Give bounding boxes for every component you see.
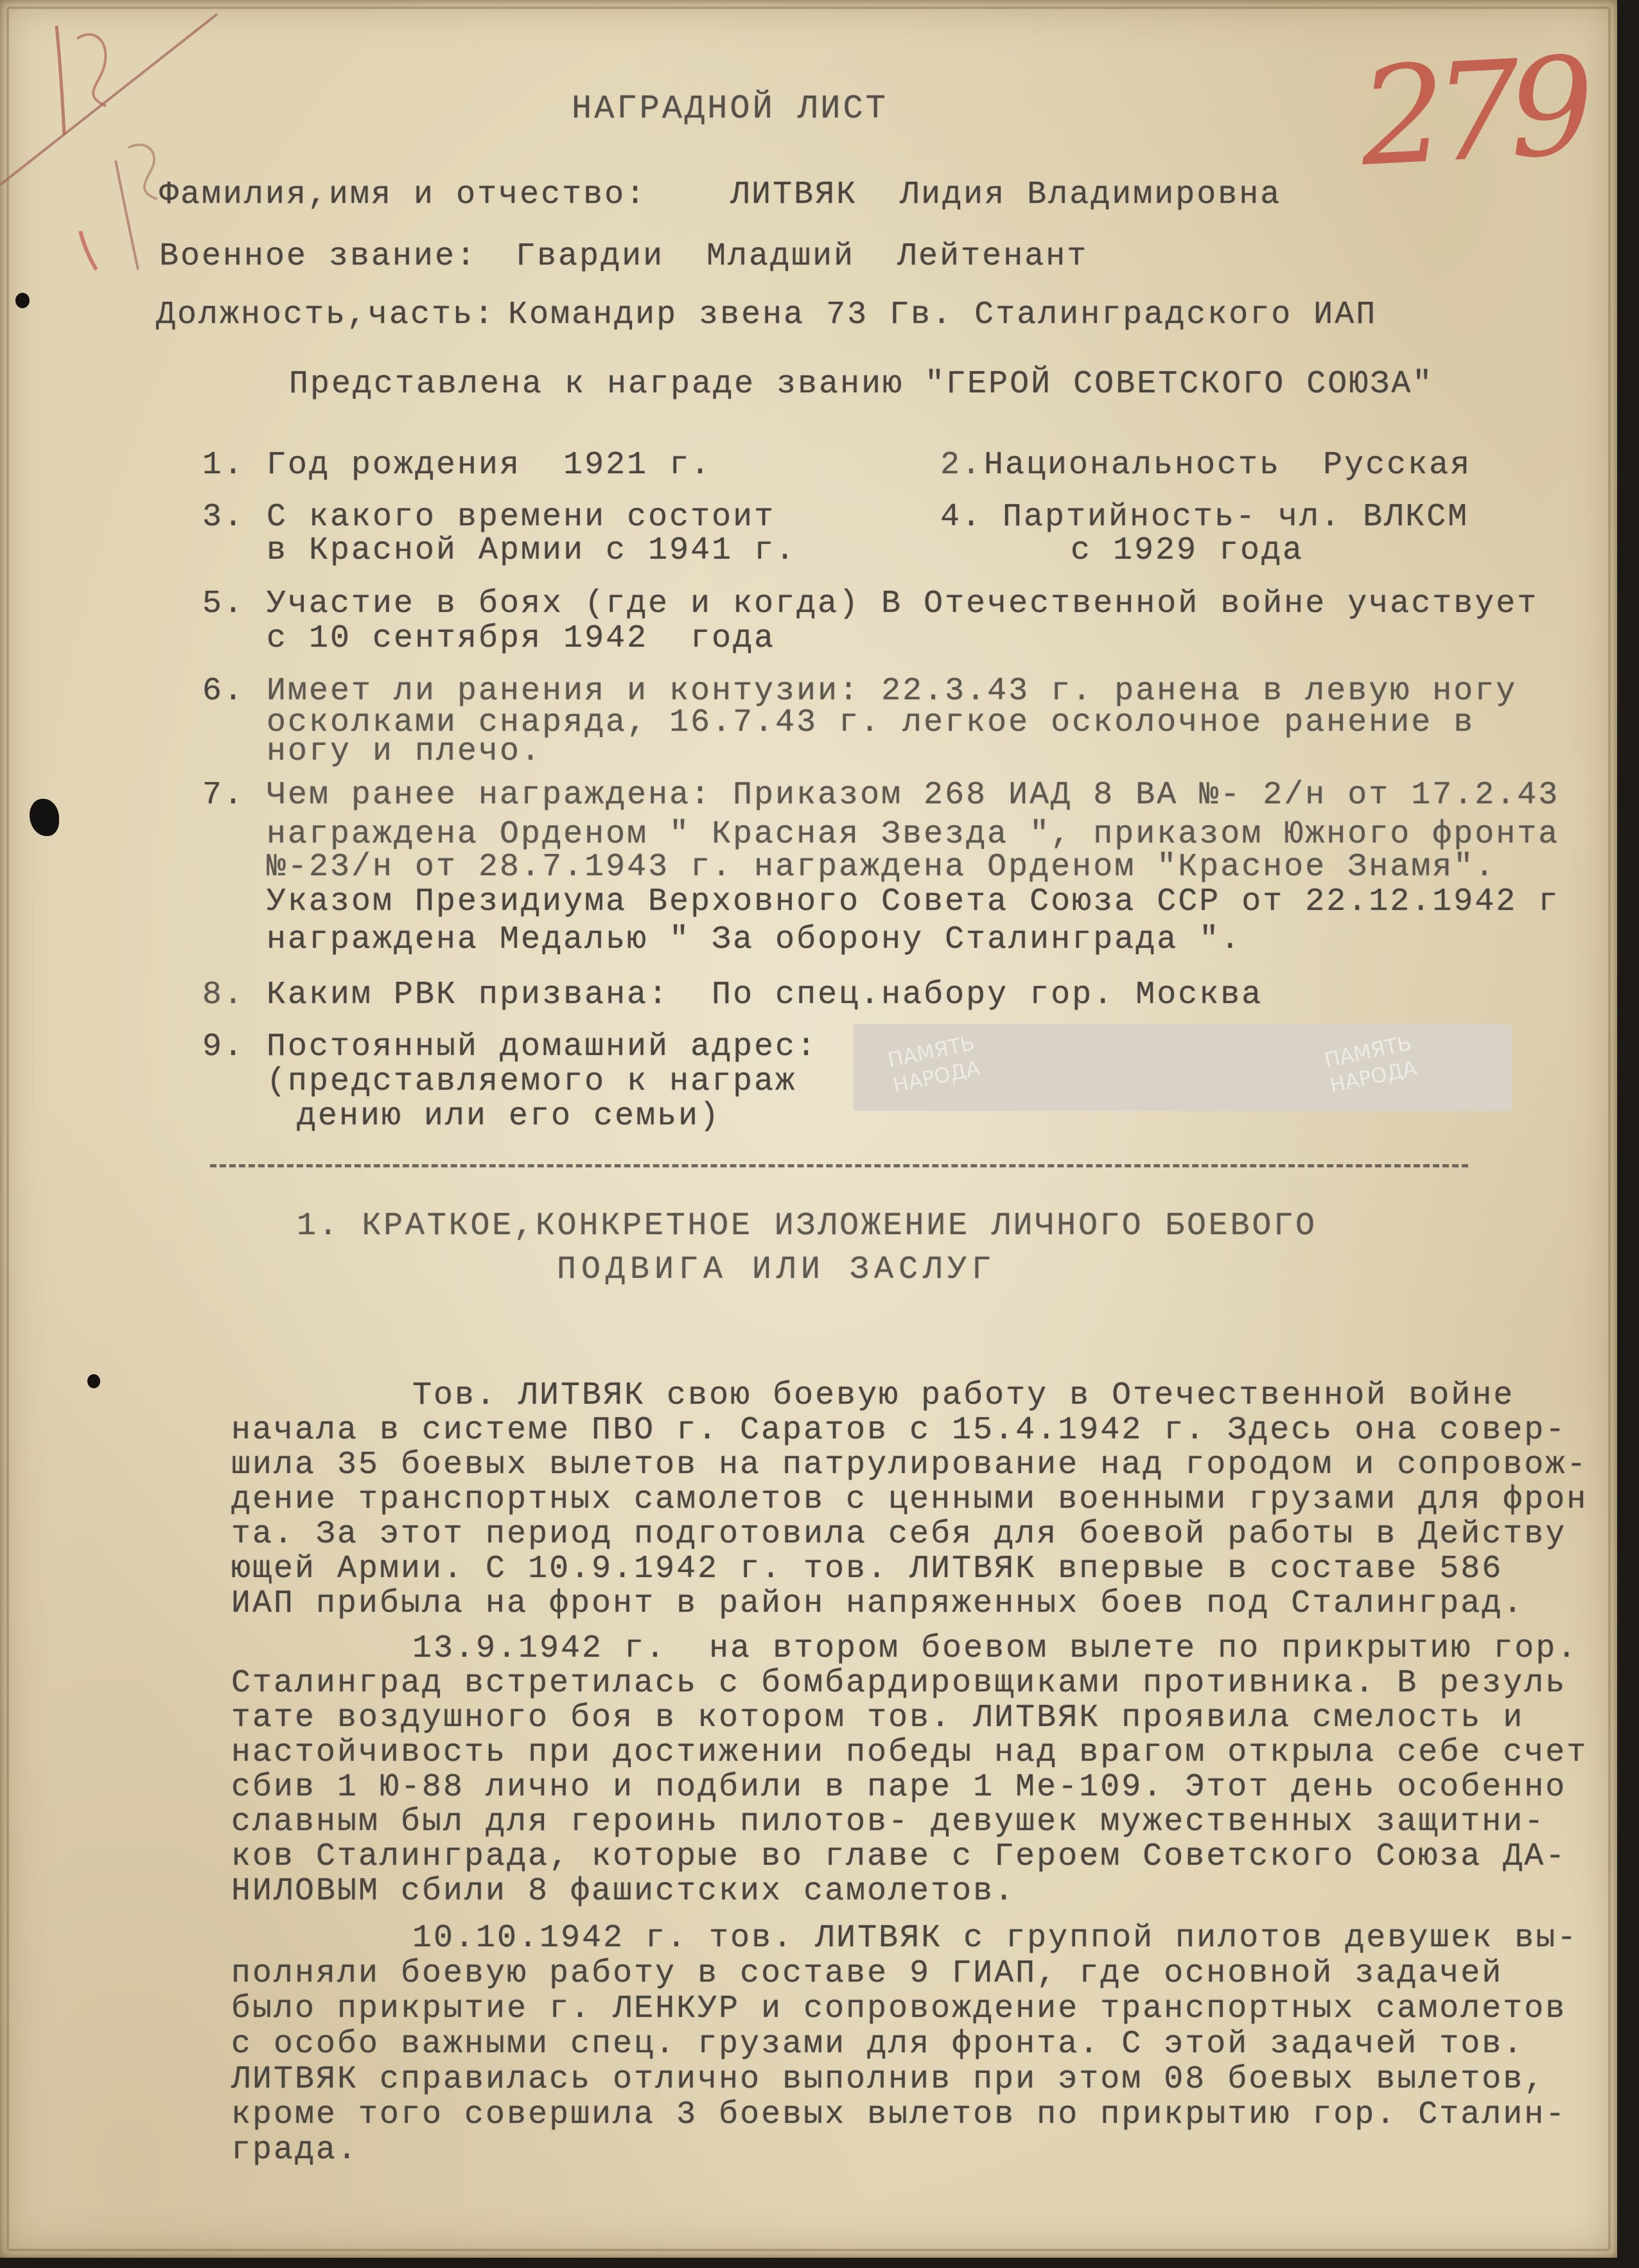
paragraph-line: полняли боевую работу в составе 9 ГИАП, где основной задачей: [231, 1955, 1503, 1992]
document-title: НАГРАДНОЙ ЛИСТ: [572, 90, 888, 128]
paragraph-line: дение транспортных самолетов с ценными военными грузами для фрон: [231, 1481, 1588, 1518]
item-number: 9.: [202, 1029, 245, 1065]
item-line: Чем ранее награждена: Приказом 268 ИАД 8 ВА №- 2/н от 17.2.43: [267, 777, 1560, 814]
section-heading-line: ПОДВИГА ИЛИ ЗАСЛУГ: [557, 1252, 997, 1288]
item-line: награждена Орденом " Красная Звезда ", приказом Южного фронта: [267, 816, 1560, 853]
full-name-row: [159, 178, 1281, 213]
paragraph-line: ИАП прибыла на фронт в район напряженных боев под Сталинград.: [231, 1585, 1525, 1622]
item-line: Партийность- чл. ВЛКСМ: [1003, 499, 1469, 536]
section-heading-line: 1. КРАТКОЕ,КОНКРЕТНОЕ ИЗЛОЖЕНИЕ ЛИЧНОГО БОЕВОГО: [297, 1208, 1317, 1244]
paragraph-line: тате воздушного боя в котором тов. ЛИТВЯК проявила смелость и: [231, 1700, 1525, 1736]
paragraph-line: ЛИТВЯК справилась отлично выполнив при этом 08 боевых вылетов,: [231, 2061, 1546, 2098]
paragraph-line: ков Сталинграда, которые во главе с Героем Советского Союза ДА-: [231, 1838, 1567, 1875]
paragraph-line: ющей Армии. С 10.9.1942 г. тов. ЛИТВЯК впервые в составе 586: [231, 1551, 1503, 1587]
item-number: 4.: [940, 499, 983, 536]
item-line: ногу и плечо.: [267, 733, 543, 770]
item-line: с 1929 года: [1071, 532, 1304, 569]
position-label: Должность,часть:: [156, 297, 496, 333]
paragraph-line: 10.10.1942 г. тов. ЛИТВЯК с группой пилотов девушек вы-: [412, 1920, 1579, 1957]
full-name-label: Фамилия,имя и отчество:: [159, 177, 647, 213]
punch-mark-top: [15, 293, 30, 308]
rank-value: Гвардии Младший Лейтенант: [516, 238, 1089, 275]
narrative-paragraph: [231, 1632, 1588, 1909]
paragraph-line: та. За этот период подготовила себя для боевой работы в Действу: [231, 1516, 1567, 1553]
item-line: №-23/н от 28.7.1943 г. награждена Орденом "Красное Знамя".: [267, 849, 1496, 885]
paragraph-line: сбив 1 Ю-88 лично и подбили в паре 1 Ме-109. Этот день особенно: [231, 1769, 1567, 1806]
item-line: Постоянный домашний адрес:: [267, 1029, 818, 1065]
paragraph-line: славным был для героинь пилотов- девушек мужественных защитни-: [231, 1804, 1546, 1840]
paragraph-line: начала в системе ПВО г. Саратов с 15.4.1942 г. Здесь она совер-: [231, 1412, 1567, 1449]
paragraph-line: шила 35 боевых вылетов на патрулирование над городом и сопровож-: [231, 1447, 1588, 1483]
paragraph-line: 13.9.1942 г. на втором боевом вылете по прикрытию гор.: [412, 1630, 1579, 1667]
item-line: Национальность Русская: [984, 447, 1472, 484]
item-line: (представляемого к награж: [267, 1063, 797, 1100]
paragraph-line: с особо важными спец. грузами для фронта. С этой задачей тов.: [231, 2026, 1525, 2063]
punch-mark-bottom: [87, 1374, 100, 1388]
paragraph-line: кроме того совершила 3 боевых вылетов по прикрытию гор. Сталин-: [231, 2097, 1567, 2133]
paragraph-line: настойчивость при достижении победы над врагом открыла себе счет: [231, 1734, 1588, 1771]
item-line: С какого времени состоит: [267, 499, 776, 536]
item-line: осколками снаряда, 16.7.43 г. легкое осколочное ранение в: [267, 704, 1475, 741]
rank-row: [159, 240, 1088, 274]
position-row: [156, 298, 1377, 333]
full-name-value: ЛИТВЯК Лидия Владимировна: [730, 177, 1282, 213]
paragraph-line: града.: [231, 2132, 359, 2168]
watermark: ПАМЯТЬ НАРОДА: [1322, 1030, 1419, 1098]
paragraph-line: Сталинград встретилась с бомбардировщиками противника. В резуль: [231, 1665, 1567, 1702]
item-line: Участие в боях (где и когда) В Отечественной войне участвует: [267, 586, 1539, 622]
item-number: 7.: [202, 777, 245, 814]
item-line: Год рождения 1921 г.: [267, 447, 712, 484]
narrative-paragraph: [231, 1921, 1578, 2168]
redacted-address-box: [854, 1024, 1512, 1111]
item-line: Указом Президиума Верховного Совета Союза ССР от 22.12.1942 г: [267, 884, 1560, 920]
item-line: дению или его семьи): [297, 1098, 721, 1135]
item-number: 3.: [202, 499, 245, 536]
item-line: с 10 сентября 1942 года: [267, 620, 776, 657]
nomination-line: Представлена к награде званию "ГЕРОЙ СОВЕТСКОГО СОЮЗА": [289, 366, 1434, 403]
item-number: 8.: [202, 977, 245, 1013]
page-edge: [6, 6, 1611, 2251]
narrative-paragraph: [231, 1379, 1588, 1621]
paragraph-line: НИЛОВЫМ сбили 8 фашистских самолетов.: [231, 1873, 1016, 1910]
item-number: 1.: [202, 447, 245, 484]
item-number: 2.: [940, 447, 983, 484]
item-line: в Красной Армии с 1941 г.: [267, 532, 797, 569]
paragraph-line: Тов. ЛИТВЯК свою боевую работу в Отечественной войне: [412, 1377, 1515, 1414]
handwritten-page-number: 279: [1356, 28, 1587, 196]
position-value: Командир звена 73 Гв. Сталинградского ИАП: [508, 297, 1378, 333]
paragraph-line: было прикрытие г. ЛЕНКУР и сопровождение транспортных самолетов: [231, 1991, 1567, 2027]
item-line: Имеет ли ранения и контузии: 22.3.43 г. ранена в левую ногу: [267, 673, 1518, 710]
item-number: 5.: [202, 586, 245, 622]
item-line: Каким РВК призвана: По спец.набору гор. Москва: [267, 977, 1263, 1013]
watermark: ПАМЯТЬ НАРОДА: [885, 1030, 983, 1098]
rank-label: Военное звание:: [159, 238, 478, 275]
item-number: 6.: [202, 673, 245, 710]
section-divider: [210, 1164, 1468, 1167]
item-line: награждена Медалью " За оборону Сталинграда ".: [267, 921, 1242, 958]
